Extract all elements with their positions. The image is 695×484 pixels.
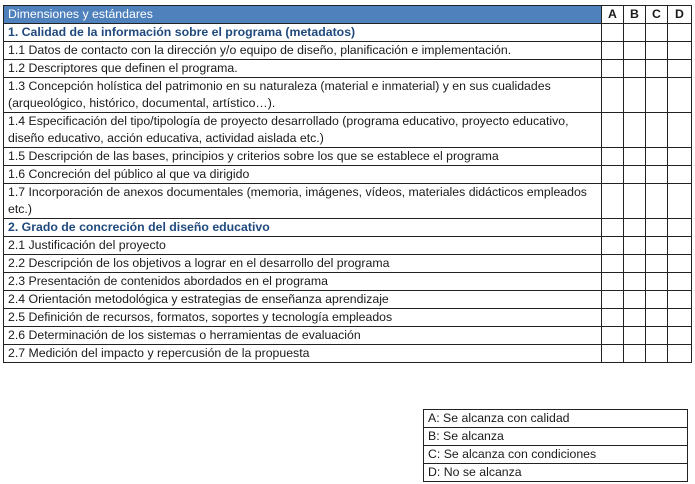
criterion-text: 2.1 Justificación del proyecto: [4, 237, 602, 255]
section-title: 2. Grado de concreción del diseño educativo: [4, 219, 602, 237]
rating-cell-c[interactable]: [646, 309, 668, 327]
rating-cell-b[interactable]: [624, 24, 646, 42]
rating-cell-a[interactable]: [602, 166, 624, 184]
criterion-text: 2.2 Descripción de los objetivos a lograr en el desarrollo del programa: [4, 255, 602, 273]
rating-cell-b[interactable]: [624, 219, 646, 237]
rating-cell-b[interactable]: [624, 148, 646, 166]
rating-cell-c[interactable]: [646, 237, 668, 255]
rating-cell-b[interactable]: [624, 255, 646, 273]
rating-cell-c[interactable]: [646, 113, 668, 148]
rating-cell-c[interactable]: [646, 291, 668, 309]
table-row: [4, 78, 692, 113]
rating-cell-c[interactable]: [646, 148, 668, 166]
rating-cell-a[interactable]: [602, 291, 624, 309]
rating-cell-c[interactable]: [646, 24, 668, 42]
rating-cell-d[interactable]: [668, 255, 692, 273]
criterion-text: 1.4 Especificación del tipo/tipología de proyecto desarrollado (programa educativo, proyecto educativo, diseño educativo, acción educativa, actividad aislada etc.): [4, 113, 602, 148]
criterion-text: 1.6 Concreción del público al que va dirigido: [4, 166, 602, 184]
rating-cell-b[interactable]: [624, 42, 646, 60]
table-row: [4, 42, 692, 60]
rating-cell-c[interactable]: [646, 345, 668, 363]
criterion-text: 1.7 Incorporación de anexos documentales (memoria, imágenes, vídeos, materiales didácticos empleados etc.): [4, 184, 602, 219]
rating-cell-a[interactable]: [602, 42, 624, 60]
rating-cell-c[interactable]: [646, 255, 668, 273]
table-row: [4, 113, 692, 148]
rating-cell-d[interactable]: [668, 184, 692, 219]
table-row: [4, 291, 692, 309]
header-col-a: A: [602, 6, 624, 24]
rating-cell-b[interactable]: [624, 291, 646, 309]
criterion-text: 1.5 Descripción de las bases, principios y criterios sobre los que se establece el programa: [4, 148, 602, 166]
rating-cell-b[interactable]: [624, 78, 646, 113]
rating-cell-d[interactable]: [668, 148, 692, 166]
rating-cell-d[interactable]: [668, 78, 692, 113]
rating-cell-a[interactable]: [602, 60, 624, 78]
table-row: [4, 309, 692, 327]
header-col-c: C: [646, 6, 668, 24]
rating-cell-c[interactable]: [646, 184, 668, 219]
section-row: [4, 24, 692, 42]
rating-cell-d[interactable]: [668, 309, 692, 327]
header-col-b: B: [624, 6, 646, 24]
rating-cell-b[interactable]: [624, 113, 646, 148]
rating-cell-d[interactable]: [668, 60, 692, 78]
table-row: [4, 148, 692, 166]
legend-item-b: B: Se alcanza: [424, 428, 688, 446]
rating-cell-d[interactable]: [668, 24, 692, 42]
rating-cell-a[interactable]: [602, 219, 624, 237]
rating-cell-c[interactable]: [646, 42, 668, 60]
rating-cell-b[interactable]: [624, 309, 646, 327]
rating-cell-c[interactable]: [646, 273, 668, 291]
rating-cell-c[interactable]: [646, 166, 668, 184]
rating-cell-a[interactable]: [602, 24, 624, 42]
rating-cell-a[interactable]: [602, 184, 624, 219]
rating-cell-d[interactable]: [668, 291, 692, 309]
rating-cell-d[interactable]: [668, 327, 692, 345]
table-header-row: [4, 6, 692, 24]
table-body: [4, 24, 692, 363]
table-row: [4, 273, 692, 291]
rating-cell-b[interactable]: [624, 273, 646, 291]
rating-cell-a[interactable]: [602, 78, 624, 113]
rating-cell-a[interactable]: [602, 255, 624, 273]
rating-cell-b[interactable]: [624, 327, 646, 345]
criterion-text: 1.3 Concepción holística del patrimonio en su naturaleza (material e inmaterial) y en sus cualidades (arqueológico, histórico, documental, artístico…).: [4, 78, 602, 113]
rating-cell-a[interactable]: [602, 309, 624, 327]
rating-cell-a[interactable]: [602, 273, 624, 291]
rating-cell-d[interactable]: [668, 237, 692, 255]
rating-cell-b[interactable]: [624, 60, 646, 78]
section-title: 1. Calidad de la información sobre el programa (metadatos): [4, 24, 602, 42]
table-row: [4, 184, 692, 219]
rating-cell-a[interactable]: [602, 237, 624, 255]
header-col-d: D: [668, 6, 692, 24]
rating-cell-b[interactable]: [624, 184, 646, 219]
rating-cell-a[interactable]: [602, 327, 624, 345]
legend-item-d: D: No se alcanza: [424, 464, 688, 482]
criterion-text: 1.2 Descriptores que definen el programa.: [4, 60, 602, 78]
legend-item-c: C: Se alcanza con condiciones: [424, 446, 688, 464]
criterion-text: 2.3 Presentación de contenidos abordados en el programa: [4, 273, 602, 291]
rating-cell-d[interactable]: [668, 113, 692, 148]
rating-cell-c[interactable]: [646, 78, 668, 113]
legend-table: [423, 409, 688, 482]
table-row: [4, 345, 692, 363]
rating-cell-d[interactable]: [668, 345, 692, 363]
criterion-text: 2.4 Orientación metodológica y estrategias de enseñanza aprendizaje: [4, 291, 602, 309]
rating-cell-d[interactable]: [668, 166, 692, 184]
header-dimensions: Dimensiones y estándares: [4, 6, 602, 24]
rating-cell-a[interactable]: [602, 345, 624, 363]
rating-cell-d[interactable]: [668, 219, 692, 237]
rating-cell-d[interactable]: [668, 273, 692, 291]
rating-cell-d[interactable]: [668, 42, 692, 60]
evaluation-table: [3, 5, 692, 363]
rating-cell-b[interactable]: [624, 237, 646, 255]
table-row: [4, 166, 692, 184]
criterion-text: 1.1 Datos de contacto con la dirección y/o equipo de diseño, planificación e implementación.: [4, 42, 602, 60]
legend-item-a: A: Se alcanza con calidad: [424, 410, 688, 428]
rating-cell-c[interactable]: [646, 60, 668, 78]
rating-cell-b[interactable]: [624, 166, 646, 184]
rating-cell-a[interactable]: [602, 113, 624, 148]
criterion-text: 2.5 Definición de recursos, formatos, soportes y tecnología empleados: [4, 309, 602, 327]
table-row: [4, 255, 692, 273]
rating-cell-c[interactable]: [646, 219, 668, 237]
rating-cell-b[interactable]: [624, 345, 646, 363]
table-row: [4, 60, 692, 78]
table-row: [4, 237, 692, 255]
criterion-text: 2.6 Determinación de los sistemas o herramientas de evaluación: [4, 327, 602, 345]
rating-cell-a[interactable]: [602, 148, 624, 166]
rating-cell-c[interactable]: [646, 327, 668, 345]
table-row: [4, 327, 692, 345]
section-row: [4, 219, 692, 237]
criterion-text: 2.7 Medición del impacto y repercusión de la propuesta: [4, 345, 602, 363]
